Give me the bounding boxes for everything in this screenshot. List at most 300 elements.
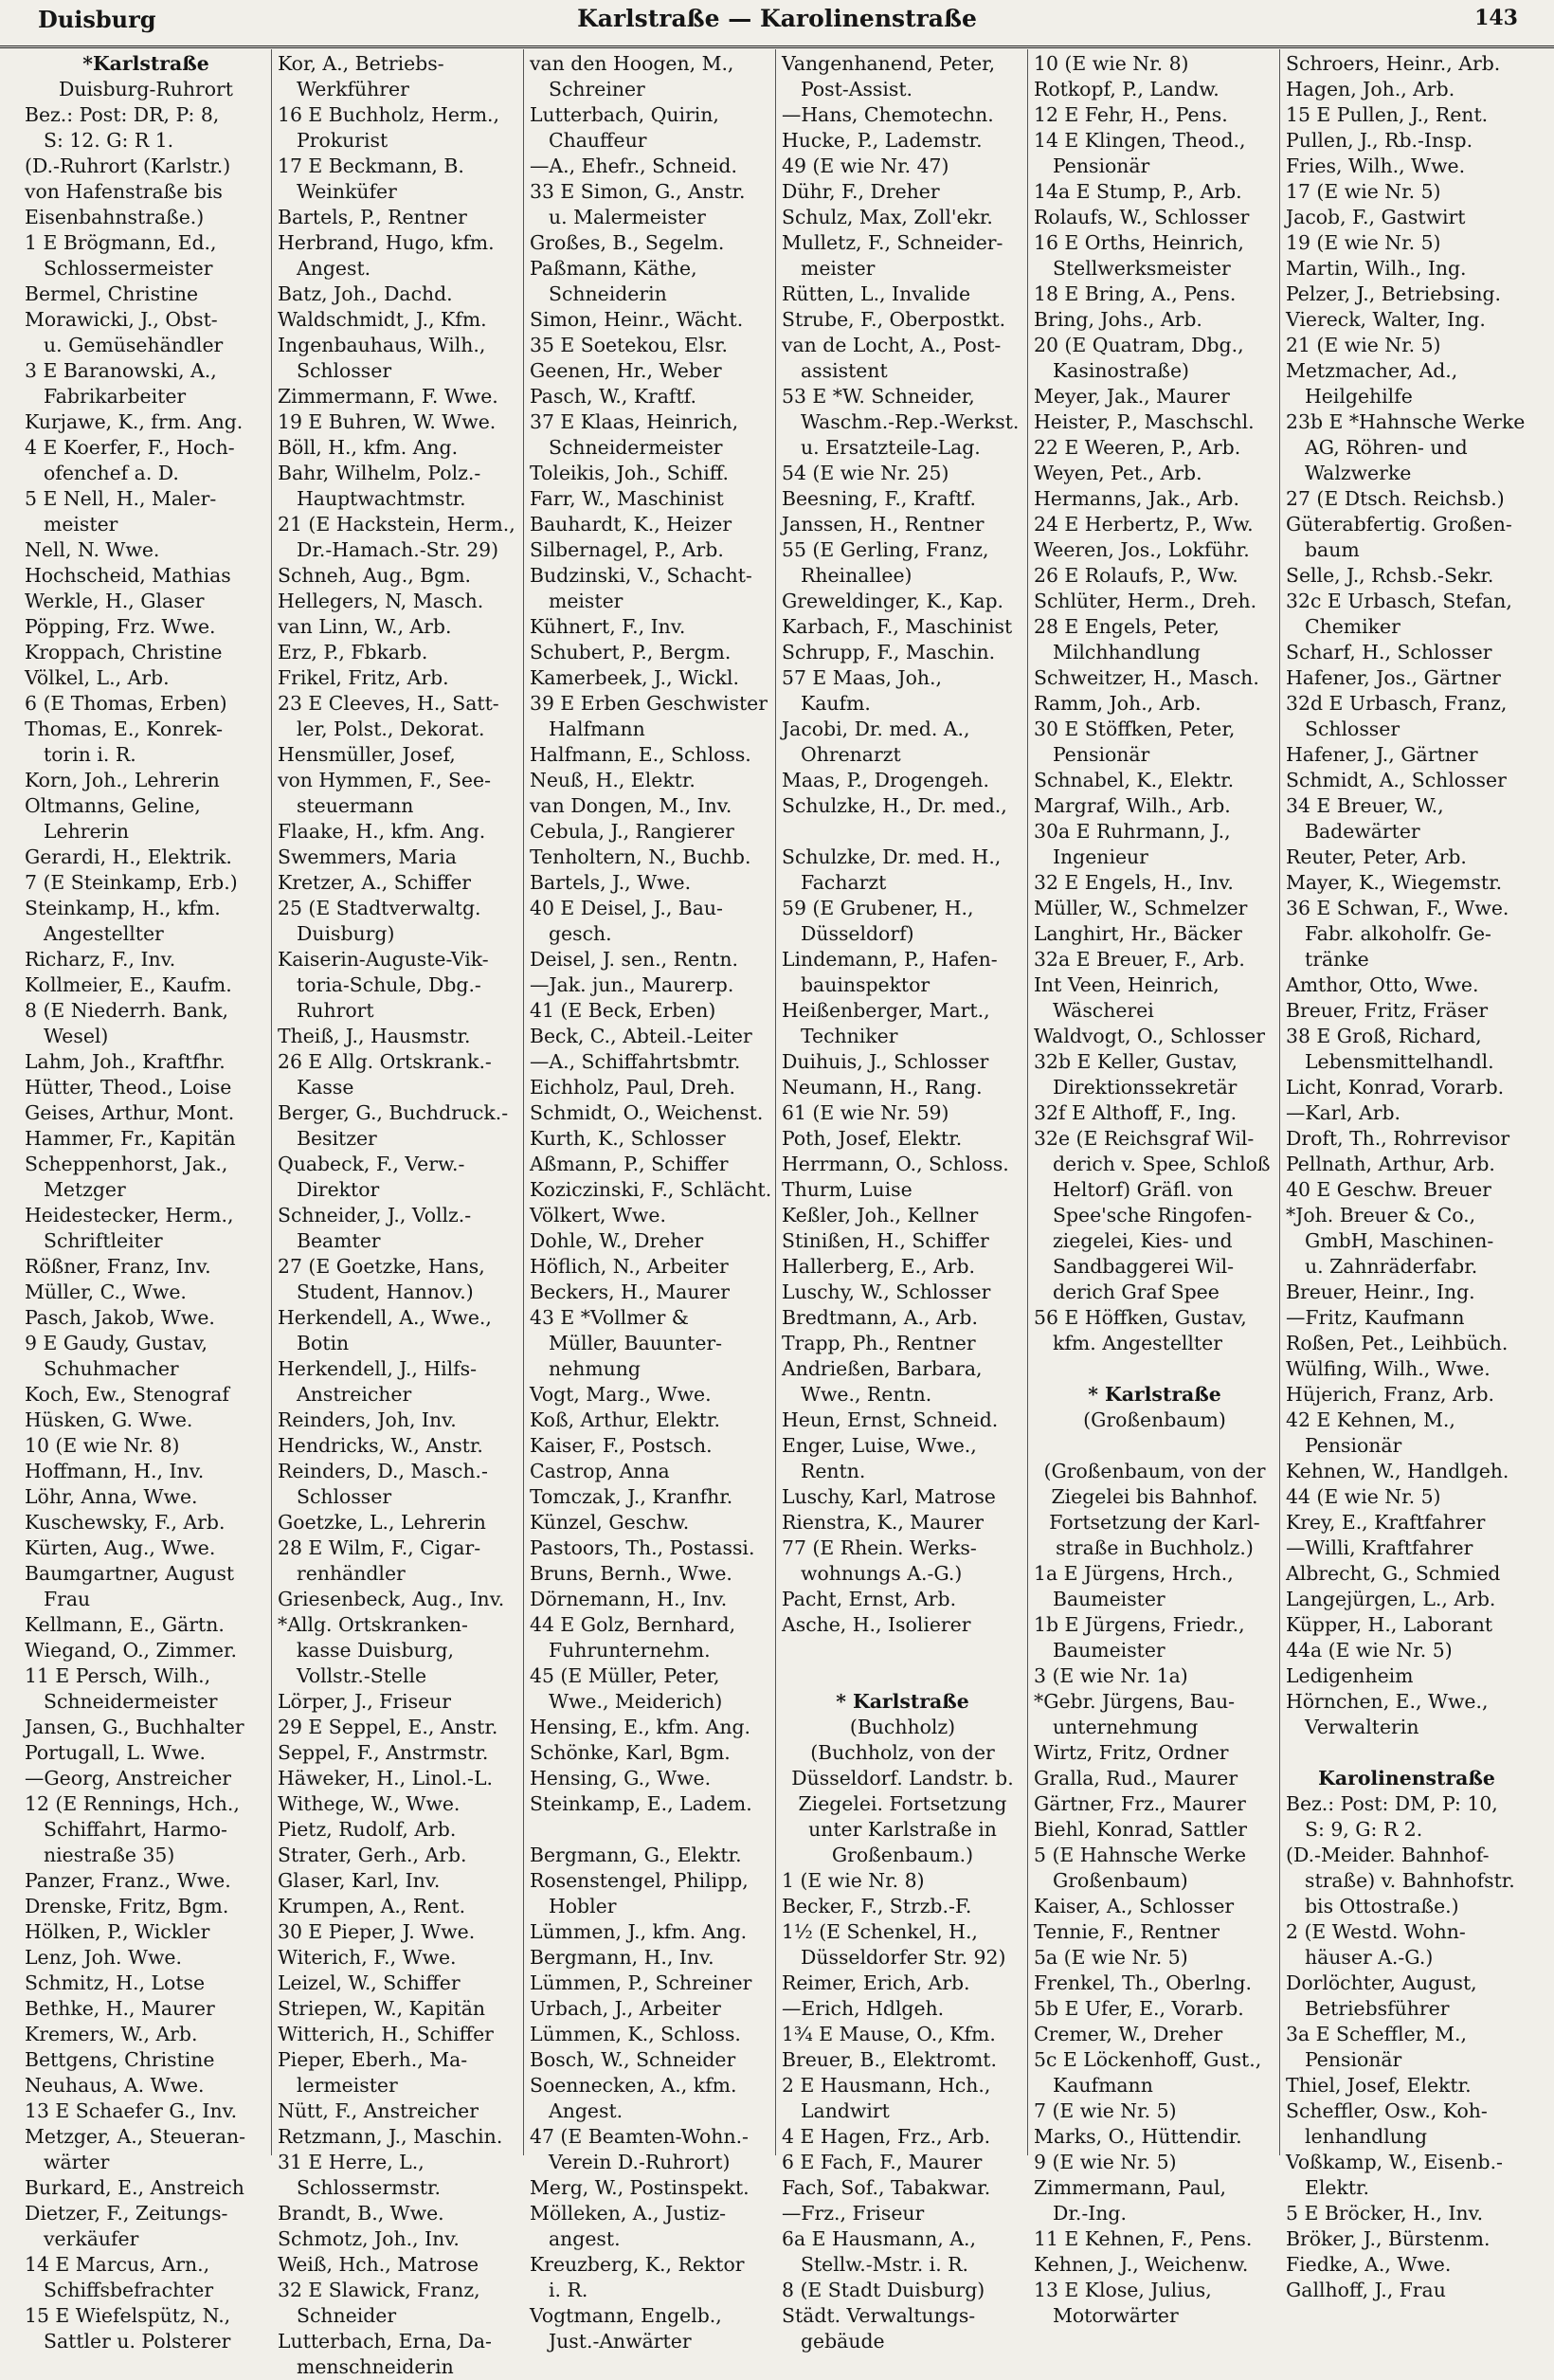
directory-line: Griesenbeck, Aug., Inv. bbox=[278, 1588, 505, 1610]
directory-line: Kellmann, E., Gärtn. bbox=[25, 1613, 225, 1636]
directory-line: Bredtmann, A., Arb. bbox=[782, 1306, 978, 1329]
directory-line: 27 (E Dtsch. Reichsb.) bbox=[1286, 487, 1505, 510]
directory-line: baum bbox=[1305, 538, 1360, 561]
page-number: 143 bbox=[1474, 6, 1518, 30]
directory-line: 40 E Deisel, J., Bau- bbox=[530, 897, 723, 919]
directory-line: Asche, H., Isolierer bbox=[782, 1613, 971, 1636]
directory-line: Höflich, N., Arbeiter bbox=[530, 1255, 729, 1278]
directory-line: Jacobi, Dr. med. A., bbox=[782, 718, 970, 740]
directory-line: Kaufmann bbox=[1053, 2074, 1153, 2097]
directory-line: Aßmann, P., Schiffer bbox=[530, 1153, 729, 1175]
directory-line: Heißenberger, Mart., bbox=[782, 999, 990, 1022]
directory-line: Mulletz, F., Schneider- bbox=[782, 231, 1003, 254]
directory-line: Völkert, Wwe. bbox=[530, 1204, 666, 1226]
directory-line bbox=[782, 1663, 1023, 1689]
directory-line: 16 E Buchholz, Herm., bbox=[278, 103, 499, 126]
directory-line: Langejürgen, L., Arb. bbox=[1286, 1588, 1496, 1610]
directory-line: Zimmermann, F. Wwe. bbox=[278, 385, 498, 408]
directory-line: Beesning, F., Kraftf. bbox=[782, 487, 976, 510]
directory-line: (D.-Meider. Bahnhof- bbox=[1286, 1844, 1490, 1866]
directory-line: Batz, Joh., Dachd. bbox=[278, 282, 453, 305]
directory-line: Kaiserin-Auguste-Vik- bbox=[278, 948, 489, 971]
directory-line: Fries, Wilh., Wwe. bbox=[1286, 154, 1466, 177]
directory-line: 17 (E wie Nr. 5) bbox=[1286, 180, 1441, 203]
directory-line: Lümmen, K., Schloss. bbox=[530, 2023, 741, 2045]
directory-line: Techniker bbox=[801, 1025, 898, 1047]
directory-line: Frau bbox=[44, 1588, 91, 1610]
directory-line: Neuhaus, A. Wwe. bbox=[25, 2074, 205, 2097]
directory-line: 22 E Weeren, P., Arb. bbox=[1034, 436, 1241, 459]
directory-line: Schweitzer, H., Masch. bbox=[1034, 666, 1259, 689]
directory-line: Kremers, W., Arb. bbox=[25, 2023, 198, 2045]
directory-line: 11 E Kehnen, F., Pens. bbox=[1034, 2227, 1253, 2250]
directory-line: 27 (E Goetzke, Hans, bbox=[278, 1255, 485, 1278]
directory-line: Portugall, L. Wwe. bbox=[25, 1741, 206, 1764]
directory-line: Vogtmann, Engelb., bbox=[530, 2304, 722, 2327]
directory-line: Heilgehilfe bbox=[1305, 385, 1413, 408]
directory-line: 39 E Erben Geschwister bbox=[530, 692, 768, 715]
directory-line: Hafener, Jos., Gärtner bbox=[1286, 666, 1501, 689]
directory-line: 12 E Fehr, H., Pens. bbox=[1034, 103, 1228, 126]
directory-line: Lutterbach, Quirin, bbox=[530, 103, 719, 126]
directory-line: Häweker, H., Linol.-L. bbox=[278, 1767, 493, 1790]
directory-line: Bosch, W., Schneider bbox=[530, 2048, 736, 2071]
directory-line: Schubert, P., Bergm. bbox=[530, 641, 732, 663]
directory-line: angest. bbox=[549, 2227, 621, 2250]
directory-line: häuser A.-G.) bbox=[1305, 1946, 1434, 1969]
column-2 bbox=[271, 49, 523, 2378]
directory-line: Farr, W., Maschinist bbox=[530, 487, 724, 510]
directory-line: *Joh. Breuer & Co., bbox=[1286, 1204, 1476, 1226]
directory-line: Trapp, Ph., Rentner bbox=[782, 1332, 976, 1354]
directory-line: 7 (E wie Nr. 5) bbox=[1034, 2099, 1177, 2122]
directory-line: i. R. bbox=[549, 2279, 588, 2301]
directory-line: Rütten, L., Invalide bbox=[782, 282, 971, 305]
directory-line: Just.-Anwärter bbox=[549, 2330, 692, 2353]
directory-line: (Großenbaum, von der bbox=[1043, 1460, 1266, 1482]
directory-line: Waschm.-Rep.-Werkst. bbox=[801, 410, 1020, 433]
directory-line: Hensmüller, Josef, bbox=[278, 743, 456, 766]
directory-line: —Willi, Kraftfahrer bbox=[1286, 1536, 1473, 1559]
directory-line: torin i. R. bbox=[44, 743, 136, 766]
directory-line: Pensionär bbox=[1053, 743, 1150, 766]
directory-line: Schneider, J., Vollz.- bbox=[278, 1204, 472, 1226]
directory-line: —A., Schiffahrtsbmtr. bbox=[530, 1050, 741, 1073]
directory-line: Witerich, F., Wwe. bbox=[278, 1946, 457, 1969]
directory-line: Frikel, Fritz, Arb. bbox=[278, 666, 449, 689]
directory-line: 1 (E wie Nr. 8) bbox=[782, 1869, 925, 1892]
directory-line: Enger, Luise, Wwe., bbox=[782, 1434, 977, 1457]
directory-line: (Buchholz) bbox=[849, 1716, 956, 1738]
directory-line: Rolaufs, W., Schlosser bbox=[1034, 206, 1250, 228]
directory-line: Witterich, H., Schiffer bbox=[278, 2023, 494, 2045]
directory-line: Greweldinger, K., Kap. bbox=[782, 590, 1004, 612]
directory-line: Rentn. bbox=[801, 1460, 866, 1482]
directory-line: 53 E *W. Schneider, bbox=[782, 385, 975, 408]
directory-line: Bauhardt, K., Heizer bbox=[530, 513, 732, 536]
directory-line: Botin bbox=[297, 1332, 350, 1354]
directory-line: u. Ersatzteile-Lag. bbox=[801, 436, 981, 459]
directory-line: Kollmeier, E., Kaufm. bbox=[25, 973, 232, 996]
directory-line bbox=[782, 1638, 1023, 1663]
directory-line: 5b E Ufer, E., Vorarb. bbox=[1034, 1997, 1244, 2020]
directory-line: 6 E Fach, F., Maurer bbox=[782, 2151, 983, 2173]
directory-line: Böll, H., kfm. Ang. bbox=[278, 436, 459, 459]
directory-line bbox=[782, 819, 1023, 845]
directory-line: Bez.: Post: DM, P: 10, bbox=[1286, 1792, 1498, 1815]
directory-line: Hölken, P., Wickler bbox=[25, 1920, 210, 1943]
directory-line: Wülfing, Wilh., Wwe. bbox=[1286, 1357, 1491, 1380]
directory-line: Verein D.-Ruhrort) bbox=[549, 2151, 731, 2173]
directory-line: Breuer, B., Elektromt. bbox=[782, 2048, 997, 2071]
directory-line: Herrmann, O., Schloss. bbox=[782, 1153, 1009, 1175]
directory-line: Silbernagel, P., Arb. bbox=[530, 538, 724, 561]
directory-line: 5 (E Hahnsche Werke bbox=[1034, 1844, 1247, 1866]
directory-line: Koziczinski, F., Schlächt. bbox=[530, 1178, 772, 1201]
directory-line: Güterabfertig. Großen- bbox=[1286, 513, 1512, 536]
directory-line: Lehrerin bbox=[44, 820, 129, 843]
directory-line: ziegelei, Kies- und bbox=[1053, 1229, 1233, 1252]
directory-line: Lümmen, P., Schreiner bbox=[530, 1971, 752, 1994]
directory-line: 5a (E wie Nr. 5) bbox=[1034, 1946, 1188, 1969]
directory-line: Keßler, Joh., Kellner bbox=[782, 1204, 979, 1226]
directory-line: Schneider bbox=[297, 2304, 397, 2327]
directory-line: Angestellter bbox=[44, 922, 164, 945]
directory-line: Baumgartner, August bbox=[25, 1562, 235, 1585]
directory-line: Stellw.-Mstr. i. R. bbox=[801, 2253, 969, 2276]
directory-line: Fach, Sof., Tabakwar. bbox=[782, 2176, 991, 2199]
directory-line: Bahr, Wilhelm, Polz.- bbox=[278, 462, 481, 484]
directory-line: Großenbaum.) bbox=[831, 1844, 974, 1866]
directory-line: Müller, C., Wwe. bbox=[25, 1281, 187, 1303]
directory-line: Bartels, P., Rentner bbox=[278, 206, 467, 228]
directory-line: (Großenbaum) bbox=[1083, 1408, 1226, 1431]
directory-line: 8 (E Niederrh. Bank, bbox=[25, 999, 229, 1022]
directory-line: Striepen, W., Kapitän bbox=[278, 1997, 485, 2020]
directory-line: Hensing, G., Wwe. bbox=[530, 1767, 712, 1790]
directory-line: Sattler u. Polsterer bbox=[44, 2330, 231, 2353]
directory-line: van de Locht, A., Post- bbox=[782, 334, 1002, 356]
directory-line: Hellegers, N, Masch. bbox=[278, 590, 484, 612]
directory-line: Nell, N. Wwe. bbox=[25, 538, 160, 561]
directory-line: —A., Ehefr., Schneid. bbox=[530, 154, 737, 177]
directory-line: 16 E Orths, Heinrich, bbox=[1034, 231, 1244, 254]
directory-line: 61 (E wie Nr. 59) bbox=[782, 1101, 949, 1124]
directory-line: Thurm, Luise bbox=[782, 1178, 913, 1201]
directory-line: Breuer, Heinr., Ing. bbox=[1286, 1281, 1475, 1303]
directory-line: Schrupp, F., Maschin. bbox=[782, 641, 996, 663]
directory-line: Swemmers, Maria bbox=[278, 845, 457, 868]
directory-line: 23 E Cleeves, H., Satt- bbox=[278, 692, 499, 715]
directory-line: Facharzt bbox=[801, 871, 887, 894]
directory-line: Kurth, K., Schlosser bbox=[530, 1127, 726, 1150]
directory-line: Dr.-Hamach.-Str. 29) bbox=[297, 538, 499, 561]
directory-line: Neuß, H., Elektr. bbox=[530, 769, 696, 791]
directory-line: Lenz, Joh. Wwe. bbox=[25, 1946, 182, 1969]
directory-line: Lümmen, J., kfm. Ang. bbox=[530, 1920, 748, 1943]
directory-line: 32 E Engels, H., Inv. bbox=[1034, 871, 1234, 894]
directory-line: Düsseldorf. Landstr. b. bbox=[791, 1767, 1014, 1790]
directory-line: Licht, Konrad, Vorarb. bbox=[1286, 1076, 1505, 1099]
directory-line: 32a E Breuer, F., Arb. bbox=[1034, 948, 1245, 971]
directory-line: Rößner, Franz, Inv. bbox=[25, 1255, 211, 1278]
directory-line: Kor, A., Betriebs- bbox=[278, 52, 444, 75]
directory-line: Seppel, F., Anstrmstr. bbox=[278, 1741, 489, 1764]
directory-line: Fuhrunternehm. bbox=[549, 1639, 711, 1662]
directory-line: 19 E Buhren, W. Wwe. bbox=[278, 410, 497, 433]
directory-line: Hendricks, W., Anstr. bbox=[278, 1434, 483, 1457]
directory-line: Hüsken, G. Wwe. bbox=[25, 1408, 193, 1431]
directory-line: Weinküfer bbox=[297, 180, 397, 203]
directory-line: Tenholtern, N., Buchb. bbox=[530, 845, 751, 868]
directory-line: Pietz, Rudolf, Arb. bbox=[278, 1818, 457, 1841]
directory-line: Kühnert, F., Inv. bbox=[530, 615, 686, 638]
directory-line: Panzer, Franz., Wwe. bbox=[25, 1869, 231, 1892]
directory-line: Breuer, Fritz, Fräser bbox=[1286, 999, 1489, 1022]
directory-line: lenhandlung bbox=[1305, 2125, 1428, 2148]
column-6 bbox=[1279, 49, 1531, 2301]
directory-line: Erz, P., Fbkarb. bbox=[278, 641, 428, 663]
directory-line: 42 E Kehnen, M., bbox=[1286, 1408, 1455, 1431]
directory-line: Heidestecker, Herm., bbox=[25, 1204, 234, 1226]
directory-line: Theiß, J., Hausmstr. bbox=[278, 1025, 471, 1047]
directory-line: Bez.: Post: DR, P: 8, bbox=[25, 103, 220, 126]
directory-line: Betriebsführer bbox=[1305, 1997, 1450, 2020]
directory-line: Tomczak, J., Kranfhr. bbox=[530, 1485, 733, 1508]
directory-line: Krumpen, A., Rent. bbox=[278, 1895, 466, 1917]
directory-line: assistent bbox=[801, 359, 888, 382]
directory-line: Fiedke, A., Wwe. bbox=[1286, 2253, 1452, 2276]
directory-line: Pensionär bbox=[1305, 1434, 1402, 1457]
directory-line: Reimer, Erich, Arb. bbox=[782, 1971, 970, 1994]
directory-line: 32f E Althoff, F., Ing. bbox=[1034, 1101, 1238, 1124]
directory-line: Badewärter bbox=[1305, 820, 1420, 843]
directory-line: Margraf, Wilh., Arb. bbox=[1034, 794, 1231, 817]
directory-line: Elektr. bbox=[1305, 2176, 1370, 2199]
directory-line: 3a E Scheffler, M., bbox=[1286, 2023, 1467, 2045]
directory-line: Ruhrort bbox=[297, 999, 374, 1022]
directory-line: Kehnen, J., Weichenw. bbox=[1034, 2253, 1249, 2276]
directory-line: Pöpping, Frz. Wwe. bbox=[25, 615, 216, 638]
directory-line: Dörnemann, H., Inv. bbox=[530, 1588, 728, 1610]
directory-line: Pensionär bbox=[1305, 2048, 1402, 2071]
directory-line: meister bbox=[801, 257, 876, 280]
directory-line: 15 E Pullen, J., Rent. bbox=[1286, 103, 1489, 126]
directory-line: Simon, Heinr., Wächt. bbox=[530, 308, 744, 331]
directory-line: Castrop, Anna bbox=[530, 1460, 670, 1482]
directory-line: Löhr, Anna, Wwe. bbox=[25, 1485, 198, 1508]
directory-line: Stellwerksmeister bbox=[1053, 257, 1231, 280]
directory-line: 77 (E Rhein. Werks- bbox=[782, 1536, 977, 1559]
directory-line: meister bbox=[549, 590, 623, 612]
directory-line: wohnungs A.-G.) bbox=[801, 1562, 963, 1585]
directory-line: Küpper, H., Laborant bbox=[1286, 1613, 1493, 1636]
directory-line: Student, Hannov.) bbox=[297, 1281, 474, 1303]
directory-line: Hallerberg, E., Arb. bbox=[782, 1255, 976, 1278]
directory-line: Mayer, K., Wiegemstr. bbox=[1286, 871, 1503, 894]
directory-line: Selle, J., Rchsb.-Sekr. bbox=[1286, 564, 1494, 587]
directory-line: Großenbaum) bbox=[1053, 1869, 1188, 1892]
directory-line: 30 E Stöffken, Peter, bbox=[1034, 718, 1236, 740]
directory-line: Eisenbahnstraße.) bbox=[25, 206, 205, 228]
directory-line: Ledigenheim bbox=[1286, 1664, 1414, 1687]
directory-line: *Gebr. Jürgens, Bau- bbox=[1034, 1690, 1235, 1713]
directory-line: Voßkamp, W., Eisenb.- bbox=[1286, 2151, 1503, 2173]
directory-line: Glaser, Karl, Inv. bbox=[278, 1869, 441, 1892]
directory-line: 23b E *Hahnsche Werke bbox=[1286, 410, 1526, 433]
directory-line: 34 E Breuer, W., bbox=[1286, 794, 1444, 817]
directory-line: Beck, C., Abteil.-Leiter bbox=[530, 1025, 752, 1047]
directory-line: Paßmann, Käthe, bbox=[530, 257, 697, 280]
directory-line: 57 E Maas, Joh., bbox=[782, 666, 942, 689]
directory-line: Lebensmittelhandl. bbox=[1305, 1050, 1494, 1073]
directory-line: derich v. Spee, Schloß bbox=[1053, 1153, 1271, 1175]
directory-line: Wirtz, Fritz, Ordner bbox=[1034, 1741, 1229, 1764]
directory-line: 11 E Persch, Wilh., bbox=[25, 1664, 211, 1687]
directory-line: Bröker, J., Bürstenm. bbox=[1286, 2227, 1491, 2250]
directory-line: Pellnath, Arthur, Arb. bbox=[1286, 1153, 1495, 1175]
directory-line: Pacht, Ernst, Arb. bbox=[782, 1588, 957, 1610]
directory-line: Wesel) bbox=[44, 1025, 109, 1047]
directory-line: 24 E Herbertz, P., Ww. bbox=[1034, 513, 1254, 536]
directory-line: (Buchholz, von der bbox=[810, 1741, 995, 1764]
directory-line: Martin, Wilh., Ing. bbox=[1286, 257, 1467, 280]
directory-line: Kaiser, A., Schlosser bbox=[1034, 1895, 1235, 1917]
directory-line: Fabr. alkoholfr. Ge- bbox=[1305, 922, 1491, 945]
directory-line: Schulzke, Dr. med. H., bbox=[782, 845, 1002, 868]
directory-line: Waldvogt, O., Schlosser bbox=[1034, 1025, 1265, 1047]
directory-line: Heun, Ernst, Schneid. bbox=[782, 1408, 999, 1431]
directory-line: Schnabel, K., Elektr. bbox=[1034, 769, 1235, 791]
directory-line: Herkendell, J., Hilfs- bbox=[278, 1357, 478, 1380]
directory-line: Droft, Th., Rohrrevisor bbox=[1286, 1127, 1510, 1150]
directory-line: 44 (E wie Nr. 5) bbox=[1286, 1485, 1441, 1508]
directory-line: Besitzer bbox=[297, 1127, 377, 1150]
directory-line: lermeister bbox=[297, 2074, 398, 2097]
directory-line: Janssen, H., Rentner bbox=[782, 513, 985, 536]
directory-line: Zimmermann, Paul, bbox=[1034, 2176, 1226, 2199]
directory-line: Amthor, Otto, Wwe. bbox=[1286, 973, 1479, 996]
directory-line: van Dongen, M., Inv. bbox=[530, 794, 732, 817]
directory-line: Schroers, Heinr., Arb. bbox=[1286, 52, 1501, 75]
directory-line: Hucke, P., Lademstr. bbox=[782, 129, 983, 152]
directory-line: Duihuis, J., Schlosser bbox=[782, 1050, 989, 1073]
directory-line: 33 E Simon, G., Anstr. bbox=[530, 180, 746, 203]
directory-line: Sandbaggerei Wil- bbox=[1053, 1255, 1235, 1278]
directory-line: Vangenhanend, Peter, bbox=[782, 52, 996, 75]
directory-line: Hagen, Joh., Arb. bbox=[1286, 78, 1455, 100]
directory-line: gebäude bbox=[801, 2330, 885, 2353]
directory-line: Budzinski, V., Schacht- bbox=[530, 564, 752, 587]
directory-line: Direktor bbox=[297, 1178, 380, 1201]
directory-line: 43 E *Vollmer & bbox=[530, 1306, 689, 1329]
directory-line: Biehl, Konrad, Sattler bbox=[1034, 1818, 1248, 1841]
directory-line: 1b E Jürgens, Friedr., bbox=[1034, 1613, 1245, 1636]
directory-line: Kaiser, F., Postsch. bbox=[530, 1434, 713, 1457]
directory-line: Flaake, H., kfm. Ang. bbox=[278, 820, 486, 843]
directory-line: Halfmann bbox=[549, 718, 645, 740]
directory-line: Landwirt bbox=[801, 2099, 890, 2122]
directory-line: Werkle, H., Glaser bbox=[25, 590, 205, 612]
directory-line: meister bbox=[44, 513, 118, 536]
directory-line: Albrecht, G., Schmied bbox=[1286, 1562, 1501, 1585]
directory-line: Jacob, F., Gastwirt bbox=[1286, 206, 1466, 228]
directory-line: Düsseldorf) bbox=[801, 922, 914, 945]
directory-line: Morawicki, J., Obst- bbox=[25, 308, 218, 331]
directory-line: Bettgens, Christine bbox=[25, 2048, 215, 2071]
directory-line: Koß, Arthur, Elektr. bbox=[530, 1408, 720, 1431]
directory-line: Becker, F., Strzb.-F. bbox=[782, 1895, 972, 1917]
directory-line: verkäufer bbox=[44, 2227, 139, 2250]
directory-line: 5c E Löckenhoff, Gust., bbox=[1034, 2048, 1262, 2071]
directory-line: Duisburg-Ruhrort bbox=[59, 78, 233, 100]
directory-line: 32b E Keller, Gustav, bbox=[1034, 1050, 1238, 1073]
directory-line: 47 (E Beamten-Wohn.- bbox=[530, 2125, 749, 2148]
directory-line: Poth, Josef, Elektr. bbox=[782, 1127, 963, 1150]
directory-line: Bartels, J., Wwe. bbox=[530, 871, 692, 894]
directory-line: (D.-Ruhrort (Karlstr.) bbox=[25, 154, 231, 177]
directory-line: Roßen, Pet., Leihbüch. bbox=[1286, 1332, 1509, 1354]
directory-line: Dorlöchter, August, bbox=[1286, 1971, 1477, 1994]
directory-line: Berger, G., Buchdruck.- bbox=[278, 1101, 509, 1124]
directory-line: Rotkopf, P., Landw. bbox=[1034, 78, 1220, 100]
directory-line: Eichholz, Paul, Dreh. bbox=[530, 1076, 735, 1099]
directory-line: Heister, P., Maschschl. bbox=[1034, 410, 1255, 433]
directory-line: Schulzke, H., Dr. med., bbox=[782, 794, 1007, 817]
directory-line: Hütter, Theod., Loise bbox=[25, 1076, 232, 1099]
directory-line: von Hymmen, F., See- bbox=[278, 769, 491, 791]
directory-line: 17 E Beckmann, B. bbox=[278, 154, 464, 177]
directory-line: Quabeck, F., Verw.- bbox=[278, 1153, 465, 1175]
directory-line: Hensing, E., kfm. Ang. bbox=[530, 1716, 751, 1738]
directory-line: Luschy, Karl, Matrose bbox=[782, 1485, 996, 1508]
directory-line: Scheffler, Osw., Koh- bbox=[1286, 2099, 1488, 2122]
directory-line: u. Gemüsehändler bbox=[44, 334, 224, 356]
directory-line: Dr.-Ing. bbox=[1053, 2202, 1127, 2225]
directory-line: 5 E Bröcker, H., Inv. bbox=[1286, 2202, 1484, 2225]
directory-line: 6 (E Thomas, Erben) bbox=[25, 692, 227, 715]
directory-line: 41 (E Beck, Erben) bbox=[530, 999, 716, 1022]
directory-line: 1½ (E Schenkel, H., bbox=[782, 1920, 978, 1943]
directory-line: Kasinostraße) bbox=[1053, 359, 1189, 382]
directory-line: 54 (E wie Nr. 25) bbox=[782, 462, 949, 484]
directory-line: straße) v. Bahnhofstr. bbox=[1305, 1869, 1515, 1892]
directory-line: Wiegand, O., Zimmer. bbox=[25, 1639, 237, 1662]
directory-line: Schneidermeister bbox=[44, 1690, 218, 1713]
directory-line: 32 E Slawick, Franz, bbox=[278, 2279, 480, 2301]
directory-line: Neumann, H., Rang. bbox=[782, 1076, 983, 1099]
directory-line: Rheinallee) bbox=[801, 564, 913, 587]
directory-line: Hauptwachtmstr. bbox=[297, 487, 466, 510]
directory-line: 37 E Klaas, Heinrich, bbox=[530, 410, 739, 433]
directory-line: Kretzer, A., Schiffer bbox=[278, 871, 472, 894]
directory-line bbox=[1034, 1433, 1275, 1459]
directory-line: Hüjerich, Franz, Arb. bbox=[1286, 1383, 1494, 1406]
directory-line: Pieper, Eberh., Ma- bbox=[278, 2048, 468, 2071]
directory-line: Pasch, Jakob, Wwe. bbox=[25, 1306, 215, 1329]
directory-line: Metzger, A., Steueran- bbox=[25, 2125, 245, 2148]
directory-line: toria-Schule, Dbg.- bbox=[297, 973, 481, 996]
directory-line: 21 (E wie Nr. 5) bbox=[1286, 334, 1441, 356]
directory-line: Tennie, F., Rentner bbox=[1034, 1920, 1220, 1943]
directory-line: Gralla, Rud., Maurer bbox=[1034, 1767, 1238, 1790]
directory-line: 15 E Wiefelspütz, N., bbox=[25, 2304, 231, 2327]
directory-line: Gärtner, Frz., Maurer bbox=[1034, 1792, 1246, 1815]
directory-line: unter Karlstraße in bbox=[808, 1818, 997, 1841]
directory-line: Toleikis, Joh., Schiff. bbox=[530, 462, 730, 484]
directory-line: Reinders, D., Masch.- bbox=[278, 1460, 488, 1482]
directory-line: Hammer, Fr., Kapitän bbox=[25, 1127, 236, 1150]
